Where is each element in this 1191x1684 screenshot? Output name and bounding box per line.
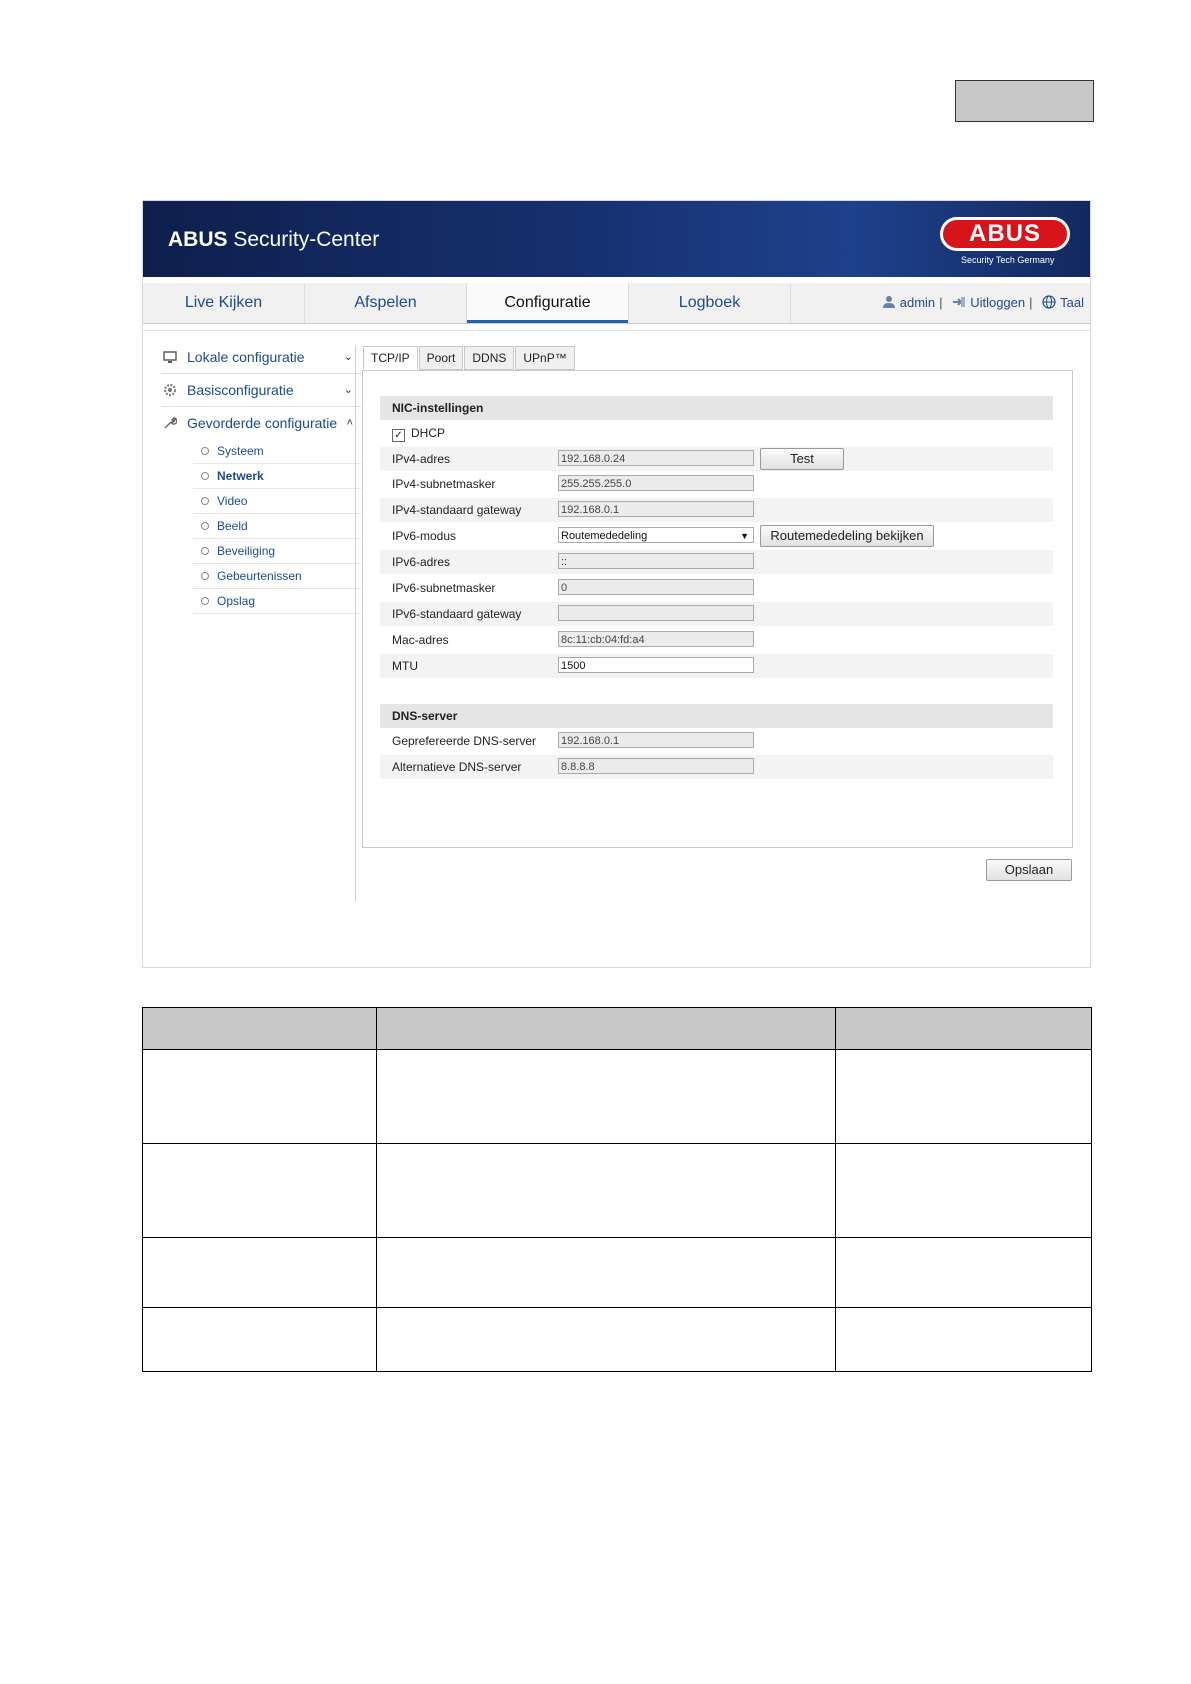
field-label: IPv6-standaard gateway	[392, 607, 522, 621]
user-icon	[882, 295, 896, 309]
tab-live-kijken[interactable]: Live Kijken	[143, 283, 305, 323]
ipv6-subnet-row	[380, 576, 1053, 600]
ipv4-gateway-input[interactable]: 192.168.0.1	[558, 501, 754, 517]
table-cell	[143, 1238, 377, 1308]
divider	[143, 330, 1090, 331]
sidebar-subitem-beveiliging[interactable]: Beveiliging	[193, 539, 361, 564]
table-header-cell	[377, 1008, 836, 1050]
table-row	[143, 1144, 1092, 1238]
ipv4-subnet-input[interactable]: 255.255.255.0	[558, 475, 754, 491]
tcpip-panel	[362, 370, 1073, 848]
mtu-row	[380, 654, 1053, 678]
banner-title-bold: ABUS	[168, 228, 228, 251]
page-label-box	[955, 80, 1094, 122]
mtu-input[interactable]: 1500	[558, 657, 754, 673]
dns-section-header: DNS-server	[380, 704, 1053, 728]
table-cell	[143, 1144, 377, 1238]
sidebar-item-basisconfiguratie[interactable]	[161, 374, 361, 407]
user-menu	[882, 283, 1084, 323]
ipv6-mode-value: Routemededeling	[561, 530, 648, 542]
banner-title-rest: Security-Center	[227, 228, 380, 251]
ipv4-address-input[interactable]: 192.168.0.24	[558, 450, 754, 466]
mac-address-input[interactable]: 8c:11:cb:04:fd:a4	[558, 631, 754, 647]
field-label: Alternatieve DNS-server	[392, 760, 522, 774]
ipv6-mode-select[interactable]	[558, 527, 754, 543]
table-row	[143, 1050, 1092, 1144]
tab-poort[interactable]: Poort	[419, 346, 464, 370]
banner	[143, 201, 1090, 277]
sidebar-item-label: Basisconfiguratie	[187, 382, 294, 398]
field-label: IPv4-adres	[392, 452, 451, 466]
tab-configuratie[interactable]: Configuratie	[467, 283, 629, 323]
globe-icon	[1042, 295, 1056, 309]
table-cell	[836, 1308, 1092, 1372]
sub-tabs	[363, 346, 576, 370]
monitor-icon	[163, 350, 177, 364]
alternate-dns-input[interactable]: 8.8.8.8	[558, 758, 754, 774]
field-label: IPv6-adres	[392, 555, 451, 569]
field-label: MTU	[392, 659, 418, 673]
abus-logo: ABUS	[940, 217, 1070, 251]
sidebar-item-label: Gevorderde configuratie	[187, 415, 338, 431]
preferred-dns-input[interactable]: 192.168.0.1	[558, 732, 754, 748]
table-cell	[377, 1308, 836, 1372]
sidebar-item-lokale-configuratie[interactable]	[161, 341, 361, 374]
logo-tagline: Security Tech Germany	[961, 255, 1055, 265]
table-cell	[377, 1144, 836, 1238]
table-row	[143, 1308, 1092, 1372]
separator: |	[1029, 295, 1033, 310]
ipv6-gateway-row	[380, 602, 1053, 626]
sidebar-subitem-video[interactable]: Video	[193, 489, 361, 514]
dhcp-label: DHCP	[411, 426, 446, 440]
logout-icon	[952, 295, 966, 309]
user-name-link[interactable]: admin	[899, 295, 936, 310]
ipv4-subnet-row	[380, 472, 1053, 496]
chevron-down-icon: ⌄	[343, 384, 353, 396]
table-row	[143, 1238, 1092, 1308]
chevron-up-icon: ˄	[346, 417, 353, 429]
table-cell	[143, 1308, 377, 1372]
table-header-cell	[836, 1008, 1092, 1050]
logout-link[interactable]: Uitloggen	[970, 295, 1026, 310]
sidebar-subitem-systeem[interactable]: Systeem	[193, 439, 361, 464]
view-route-button[interactable]: Routemededeling bekijken	[760, 525, 934, 547]
ipv6-address-row	[380, 550, 1053, 574]
sidebar-subitem-opslag[interactable]: Opslag	[193, 589, 361, 614]
dropdown-arrow-icon: ▼	[740, 531, 749, 541]
ipv6-mode-row	[380, 524, 1053, 548]
sidebar-subitem-netwerk[interactable]: Netwerk	[193, 464, 361, 489]
tab-logboek[interactable]: Logboek	[629, 283, 791, 323]
banner-title	[168, 228, 379, 252]
sidebar-item-gevorderde-configuratie[interactable]	[161, 407, 361, 439]
chevron-down-icon: ⌄	[343, 351, 353, 363]
main-nav	[143, 283, 1090, 324]
dhcp-checkbox[interactable]: ✓	[392, 429, 405, 442]
sidebar-subitem-beeld[interactable]: Beeld	[193, 514, 361, 539]
gear-icon	[163, 383, 177, 397]
ipv6-gateway-input[interactable]	[558, 605, 754, 621]
sidebar-subitem-gebeurtenissen[interactable]: Gebeurtenissen	[193, 564, 361, 589]
table-cell	[377, 1238, 836, 1308]
tab-ddns[interactable]: DDNS	[464, 346, 514, 370]
save-button[interactable]: Opslaan	[986, 859, 1072, 881]
test-button[interactable]: Test	[760, 448, 844, 470]
ipv6-address-input[interactable]: ::	[558, 553, 754, 569]
ipv4-gateway-row	[380, 498, 1053, 522]
table-cell	[836, 1144, 1092, 1238]
table-cell	[836, 1238, 1092, 1308]
preferred-dns-row	[380, 729, 1053, 753]
separator: |	[939, 295, 943, 310]
field-label: IPv4-subnetmasker	[392, 477, 496, 491]
tab-afspelen[interactable]: Afspelen	[305, 283, 467, 323]
field-label: Geprefereerde DNS-server	[392, 734, 537, 748]
field-label: IPv6-modus	[392, 529, 457, 543]
ipv6-subnet-input[interactable]: 0	[558, 579, 754, 595]
screenshot-frame	[142, 200, 1091, 968]
tab-upnp[interactable]: UPnP™	[515, 346, 574, 370]
dhcp-row	[380, 421, 1053, 445]
field-label: Mac-adres	[392, 633, 449, 647]
description-table	[142, 1007, 1092, 1372]
field-label: IPv6-subnetmasker	[392, 581, 496, 595]
sidebar-item-label: Lokale configuratie	[187, 349, 305, 365]
alternate-dns-row	[380, 755, 1053, 779]
table-cell	[377, 1050, 836, 1144]
sidebar	[161, 341, 361, 614]
table-cell	[836, 1050, 1092, 1144]
table-header-row	[143, 1008, 1092, 1050]
table-header-cell	[143, 1008, 377, 1050]
field-label: IPv4-standaard gateway	[392, 503, 522, 517]
wrench-icon	[163, 416, 177, 430]
table-cell	[143, 1050, 377, 1144]
sidebar-divider	[355, 346, 356, 901]
nic-section-header: NIC-instellingen	[380, 396, 1053, 420]
mac-address-row	[380, 628, 1053, 652]
tab-tcpip[interactable]: TCP/IP	[363, 346, 418, 370]
language-link[interactable]: Taal	[1060, 295, 1084, 310]
ipv4-address-row	[380, 447, 1053, 471]
